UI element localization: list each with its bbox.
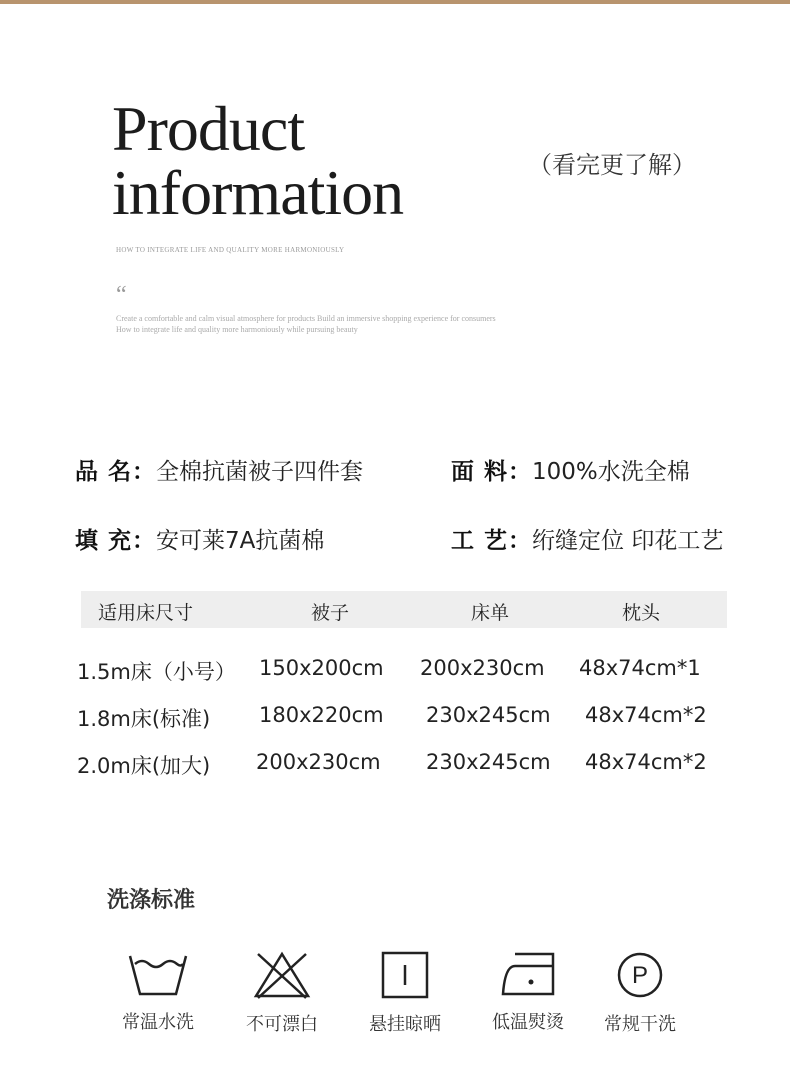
cell-bed-size: 1.5m床（小号） bbox=[77, 660, 236, 684]
care-label: 不可漂白 bbox=[246, 1014, 318, 1035]
spec-label: 工 艺： bbox=[451, 528, 533, 554]
cell-sheet: 230x245cm bbox=[426, 703, 551, 727]
cell-pillow: 48x74cm*1 bbox=[579, 656, 701, 680]
cell-pillow: 48x74cm*2 bbox=[585, 703, 707, 727]
care-label: 悬挂晾晒 bbox=[369, 1014, 441, 1035]
header-sheet: 床单 bbox=[471, 602, 510, 624]
top-decorative-strip bbox=[0, 0, 790, 4]
care-item bbox=[108, 950, 208, 1034]
tagline: HOW TO INTEGRATE LIFE AND QUALITY MORE HARMONIOUSLY bbox=[116, 246, 345, 254]
title-product: Product bbox=[112, 93, 305, 164]
table-row bbox=[0, 703, 790, 737]
spec-craft bbox=[451, 522, 723, 555]
spec-product-name bbox=[75, 453, 363, 486]
care-label: 常规干洗 bbox=[604, 1014, 676, 1035]
header-quilt: 被子 bbox=[311, 602, 350, 624]
subtitle-learn-more: （看完更了解） bbox=[528, 151, 696, 179]
wash-tub-icon bbox=[126, 950, 190, 998]
dry-clean-symbol: P bbox=[631, 962, 649, 989]
size-table-header bbox=[81, 591, 727, 628]
care-label: 常温水洗 bbox=[122, 1012, 194, 1033]
cell-bed-size: 1.8m床(标准) bbox=[77, 707, 211, 731]
cell-quilt: 150x200cm bbox=[259, 656, 384, 680]
cell-bed-size: 2.0m床(加大) bbox=[77, 754, 211, 778]
care-item bbox=[355, 950, 455, 1036]
spec-value: 安可莱7A抗菌棉 bbox=[156, 528, 325, 554]
cell-quilt: 180x220cm bbox=[259, 703, 384, 727]
spec-value: 绗缝定位 印花工艺 bbox=[532, 528, 724, 554]
table-row bbox=[0, 656, 790, 690]
spec-value: 全棉抗菌被子四件套 bbox=[156, 459, 364, 485]
care-item bbox=[232, 950, 332, 1036]
spec-label: 填 充： bbox=[75, 528, 157, 554]
table-row bbox=[0, 750, 790, 784]
spec-value: 100%水洗全棉 bbox=[532, 459, 690, 485]
spec-label: 品 名： bbox=[75, 459, 157, 485]
dry-clean-p-icon bbox=[615, 950, 665, 1000]
spec-label: 面 料： bbox=[451, 459, 533, 485]
cell-pillow: 48x74cm*2 bbox=[585, 750, 707, 774]
header-bed-size: 适用床尺寸 bbox=[98, 602, 194, 624]
spec-filling bbox=[75, 522, 324, 555]
care-label: 低温熨烫 bbox=[492, 1012, 564, 1033]
cell-quilt: 200x230cm bbox=[256, 750, 381, 774]
spec-fabric bbox=[451, 453, 690, 486]
quote-text: Create a comfortable and calm visual atmosphere for products Build an immersive shopping experience for consumers How to integrate life and quality more harmoniously while pursuing beauty bbox=[116, 314, 496, 334]
no-bleach-icon bbox=[252, 950, 312, 1000]
header-pillow: 枕头 bbox=[622, 602, 661, 624]
cell-sheet: 200x230cm bbox=[420, 656, 545, 680]
care-item bbox=[590, 950, 690, 1036]
iron-low-icon bbox=[499, 950, 557, 998]
quote-mark-icon: “ bbox=[116, 282, 127, 308]
hang-dry-icon bbox=[380, 950, 430, 1000]
cell-sheet: 230x245cm bbox=[426, 750, 551, 774]
care-title: 洗涤标准 bbox=[107, 888, 196, 913]
care-item bbox=[478, 950, 578, 1034]
title-information: information bbox=[112, 157, 404, 228]
